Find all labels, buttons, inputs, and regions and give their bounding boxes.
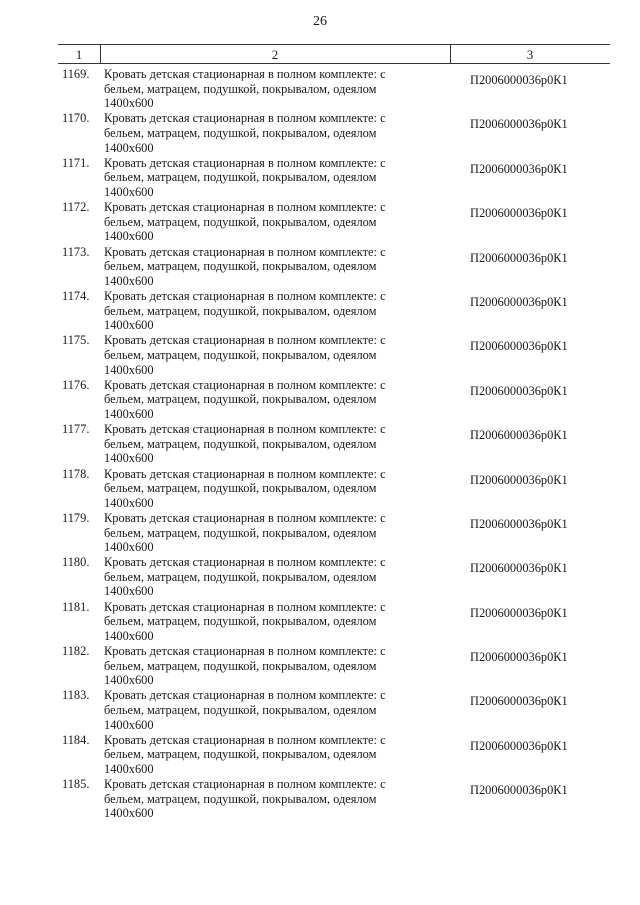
row-code: П2006000036р0К1: [470, 516, 568, 531]
column-header-3: 3: [526, 47, 534, 62]
row-code: П2006000036р0К1: [470, 161, 568, 176]
row-number: 1176.: [62, 377, 90, 392]
table-row: [0, 511, 640, 555]
table-row: [0, 688, 640, 732]
page-number: 26: [313, 14, 327, 29]
row-description: Кровать детская стационарная в полном комплекте: с бельем, матрацем, подушкой, покрывалом, одеялом 1400х600: [104, 422, 386, 466]
row-description: Кровать детская стационарная в полном комплекте: с бельем, матрацем, подушкой, покрывалом, одеялом 1400х600: [104, 466, 386, 510]
row-code: П2006000036р0К1: [470, 339, 568, 354]
table-row: [0, 67, 640, 111]
row-number: 1184.: [62, 732, 90, 747]
row-number: 1174.: [62, 288, 90, 303]
table-row: [0, 467, 640, 511]
row-number: 1170.: [62, 111, 90, 126]
row-number: 1185.: [62, 777, 90, 792]
row-description: Кровать детская стационарная в полном комплекте: с бельем, матрацем, подушкой, покрывалом, одеялом 1400х600: [104, 288, 386, 333]
table-body: [0, 67, 640, 822]
table-row: [0, 378, 640, 422]
table-row: [0, 156, 640, 200]
row-description: Кровать детская стационарная в полном комплекте: с бельем, матрацем, подушкой, покрывалом, одеялом 1400х600: [104, 777, 386, 821]
table-row: [0, 777, 640, 821]
row-description: Кровать детская стационарная в полном комплекте: с бельем, матрацем, подушкой, покрывалом, одеялом 1400х600: [104, 200, 386, 244]
row-number: 1172.: [62, 200, 90, 215]
table-row: [0, 422, 640, 466]
row-description: Кровать детская стационарная в полном комплекте: с бельем, матрацем, подушкой, покрывалом, одеялом 1400х600: [104, 599, 386, 643]
row-code: П2006000036р0К1: [470, 73, 568, 87]
row-number: 1177.: [62, 422, 90, 437]
table-row: [0, 245, 640, 289]
row-description: Кровать детская стационарная в полном комплекте: с бельем, матрацем, подушкой, покрывалом, одеялом 1400х600: [104, 111, 386, 155]
table-row: [0, 111, 640, 155]
table-row: [0, 333, 640, 377]
row-description: Кровать детская стационарная в полном комплекте: с бельем, матрацем, подушкой, покрывалом, одеялом 1400х600: [104, 555, 386, 599]
row-code: П2006000036р0К1: [470, 738, 568, 753]
row-code: П2006000036р0К1: [470, 472, 568, 487]
row-description: Кровать детская стационарная в полном комплекте: с бельем, матрацем, подушкой, покрывалом, одеялом 1400х600: [104, 244, 386, 288]
row-code: П2006000036р0К1: [470, 117, 568, 132]
row-description: Кровать детская стационарная в полном комплекте: с бельем, матрацем, подушкой, покрывалом, одеялом 1400х600: [104, 732, 386, 777]
row-number: 1182.: [62, 644, 90, 659]
row-description: Кровать детская стационарная в полном комплекте: с бельем, матрацем, подушкой, покрывалом, одеялом 1400х600: [104, 155, 386, 199]
row-number: 1169.: [62, 67, 90, 81]
row-code: П2006000036р0К1: [470, 294, 568, 309]
table-row: [0, 200, 640, 244]
row-code: П2006000036р0К1: [470, 650, 568, 665]
table-row: [0, 289, 640, 333]
row-description: Кровать детская стационарная в полном комплекте: с бельем, матрацем, подушкой, покрывалом, одеялом 1400х600: [104, 67, 386, 111]
row-number: 1178.: [62, 466, 90, 481]
row-code: П2006000036р0К1: [470, 206, 568, 221]
table-header: [58, 44, 610, 64]
row-description: Кровать детская стационарная в полном комплекте: с бельем, матрацем, подушкой, покрывалом, одеялом 1400х600: [104, 510, 386, 555]
row-number: 1179.: [62, 510, 90, 525]
row-number: 1175.: [62, 333, 90, 348]
table-row: [0, 555, 640, 599]
column-header-1: 1: [75, 47, 83, 62]
row-number: 1180.: [62, 555, 90, 570]
row-number: 1173.: [62, 244, 90, 259]
table-row: [0, 733, 640, 777]
row-code: П2006000036р0К1: [470, 250, 568, 265]
row-number: 1171.: [62, 155, 90, 170]
row-description: Кровать детская стационарная в полном комплекте: с бельем, матрацем, подушкой, покрывалом, одеялом 1400х600: [104, 644, 386, 688]
row-description: Кровать детская стационарная в полном комплекте: с бельем, матрацем, подушкой, покрывалом, одеялом 1400х600: [104, 377, 386, 421]
row-code: П2006000036р0К1: [470, 783, 568, 798]
row-number: 1181.: [62, 599, 90, 614]
row-code: П2006000036р0К1: [470, 428, 568, 443]
table-row: [0, 644, 640, 688]
row-code: П2006000036р0К1: [470, 694, 568, 709]
row-code: П2006000036р0К1: [470, 383, 568, 398]
table-row: [0, 600, 640, 644]
column-header-2: 2: [271, 47, 279, 62]
row-code: П2006000036р0К1: [470, 561, 568, 576]
row-number: 1183.: [62, 688, 90, 703]
row-description: Кровать детская стационарная в полном комплекте: с бельем, матрацем, подушкой, покрывалом, одеялом 1400х600: [104, 333, 386, 377]
row-code: П2006000036р0К1: [470, 605, 568, 620]
row-description: Кровать детская стационарная в полном комплекте: с бельем, матрацем, подушкой, покрывалом, одеялом 1400х600: [104, 688, 386, 732]
